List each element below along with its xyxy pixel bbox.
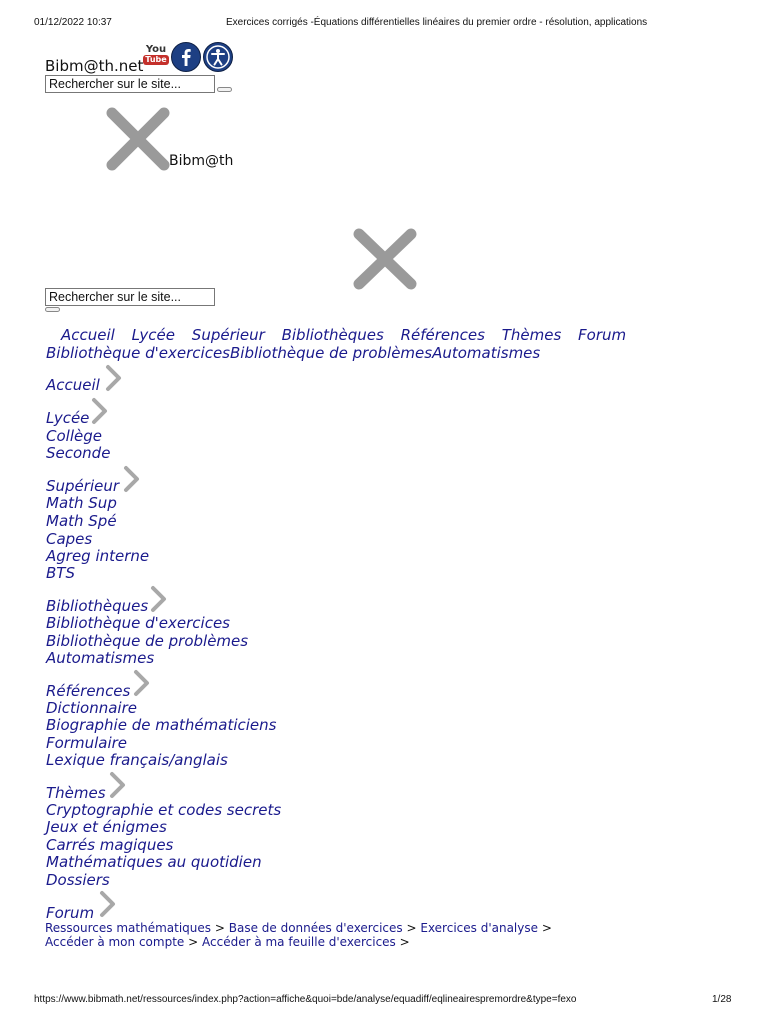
menu-item-bibliotheque-problemes[interactable]: Bibliothèque de problèmes <box>46 632 249 650</box>
accessibility-icon[interactable] <box>203 42 233 72</box>
chevron-right-icon[interactable] <box>104 364 124 392</box>
menu-item-seconde[interactable]: Seconde <box>46 444 111 462</box>
print-page-number: 1/28 <box>712 994 732 1005</box>
menu-accueil[interactable]: Accueil <box>46 376 100 394</box>
menu-item-math-sup[interactable]: Math Sup <box>46 494 117 512</box>
menu-lycee[interactable]: Lycée <box>46 409 90 427</box>
menu-item-bts[interactable]: BTS <box>46 564 75 582</box>
nav-accueil[interactable]: Accueil <box>61 326 115 344</box>
menu-item-dictionnaire[interactable]: Dictionnaire <box>46 699 137 717</box>
sub-navigation <box>46 344 540 362</box>
print-url: https://www.bibmath.net/ressources/index.php?action=affiche&quoi=bde/analyse/equadiff/eqlineairespremordre&type=fexo <box>34 994 577 1005</box>
nav-themes[interactable]: Thèmes <box>501 326 562 344</box>
menu-item-lexique[interactable]: Lexique français/anglais <box>46 751 228 769</box>
breadcrumb-separator: > <box>406 921 417 935</box>
breadcrumb-base-exercices[interactable]: Base de données d'exercices <box>228 921 403 935</box>
menu-item-automatismes[interactable]: Automatismes <box>46 649 155 667</box>
breadcrumb-separator: > <box>214 921 225 935</box>
breadcrumb-separator: > <box>541 921 552 935</box>
broken-image-icon <box>353 228 417 290</box>
chevron-right-icon[interactable] <box>90 397 110 425</box>
facebook-glyph <box>172 43 200 71</box>
site-name[interactable]: Bibm@th.net <box>45 57 144 75</box>
link-mon-compte[interactable]: Accéder à mon compte <box>45 935 185 949</box>
breadcrumb-separator: > <box>188 935 199 949</box>
menu-item-carres-magiques[interactable]: Carrés magiques <box>46 836 174 854</box>
print-date: 01/12/2022 10:37 <box>34 17 112 28</box>
search-button-main[interactable] <box>45 307 60 312</box>
menu-item-agreg-interne[interactable]: Agreg interne <box>46 547 150 565</box>
breadcrumb <box>45 921 552 935</box>
menu-item-dossiers[interactable]: Dossiers <box>46 871 110 889</box>
chevron-right-icon[interactable] <box>122 465 142 493</box>
nav-superieur[interactable]: Supérieur <box>191 326 265 344</box>
menu-item-math-spe[interactable]: Math Spé <box>46 512 117 530</box>
facebook-icon[interactable] <box>171 42 201 72</box>
menu-item-biographie[interactable]: Biographie de mathématiciens <box>46 716 277 734</box>
menu-item-formulaire[interactable]: Formulaire <box>46 734 128 752</box>
menu-bibliotheques[interactable]: Bibliothèques <box>46 597 149 615</box>
menu-item-jeux-enigmes[interactable]: Jeux et énigmes <box>46 818 167 836</box>
broken-image-icon <box>106 107 170 171</box>
search-button-header[interactable] <box>217 87 232 92</box>
breadcrumb-separator: > <box>399 935 410 949</box>
youtube-icon-bottom: Tube <box>145 55 167 64</box>
nav-forum[interactable]: Forum <box>578 326 627 344</box>
accessibility-glyph <box>204 43 232 71</box>
subnav-automatismes[interactable]: Automatismes <box>432 344 541 362</box>
nav-lycee[interactable]: Lycée <box>131 326 176 344</box>
breadcrumb-exercices-analyse[interactable]: Exercices d'analyse <box>420 921 539 935</box>
nav-references[interactable]: Références <box>400 326 485 344</box>
menu-item-cryptographie[interactable]: Cryptographie et codes secrets <box>46 801 282 819</box>
print-title: Exercices corrigés -Équations différentielles linéaires du premier ordre - résolution, applications <box>226 17 648 28</box>
subnav-problemes[interactable]: Bibliothèque de problèmes <box>229 344 433 362</box>
nav-bibliotheques[interactable]: Bibliothèques <box>281 326 384 344</box>
menu-themes[interactable]: Thèmes <box>46 784 106 802</box>
chevron-right-icon[interactable] <box>132 669 152 697</box>
menu-forum[interactable]: Forum <box>46 904 95 922</box>
top-navigation <box>46 326 638 344</box>
youtube-icon[interactable] <box>144 44 168 74</box>
menu-item-college[interactable]: Collège <box>46 427 102 445</box>
chevron-right-icon[interactable] <box>149 585 169 613</box>
account-breadcrumb <box>45 935 410 949</box>
search-input-header[interactable] <box>45 75 215 93</box>
menu-item-maths-quotidien[interactable]: Mathématiques au quotidien <box>46 853 262 871</box>
search-input-main[interactable] <box>45 288 215 306</box>
menu-item-capes[interactable]: Capes <box>46 530 93 548</box>
chevron-right-icon[interactable] <box>98 890 118 918</box>
menu-superieur[interactable]: Supérieur <box>46 477 120 495</box>
breadcrumb-ressources[interactable]: Ressources mathématiques <box>45 921 212 935</box>
menu-references[interactable]: Références <box>46 682 131 700</box>
link-feuille-exercices[interactable]: Accéder à ma feuille d'exercices <box>202 935 396 949</box>
youtube-icon-top: You <box>145 44 167 55</box>
menu-item-bibliotheque-exercices[interactable]: Bibliothèque d'exercices <box>46 614 230 632</box>
chevron-right-icon[interactable] <box>108 771 128 799</box>
subnav-exercices[interactable]: Bibliothèque d'exercices <box>46 344 230 362</box>
logo-label[interactable]: Bibm@th <box>169 153 234 169</box>
